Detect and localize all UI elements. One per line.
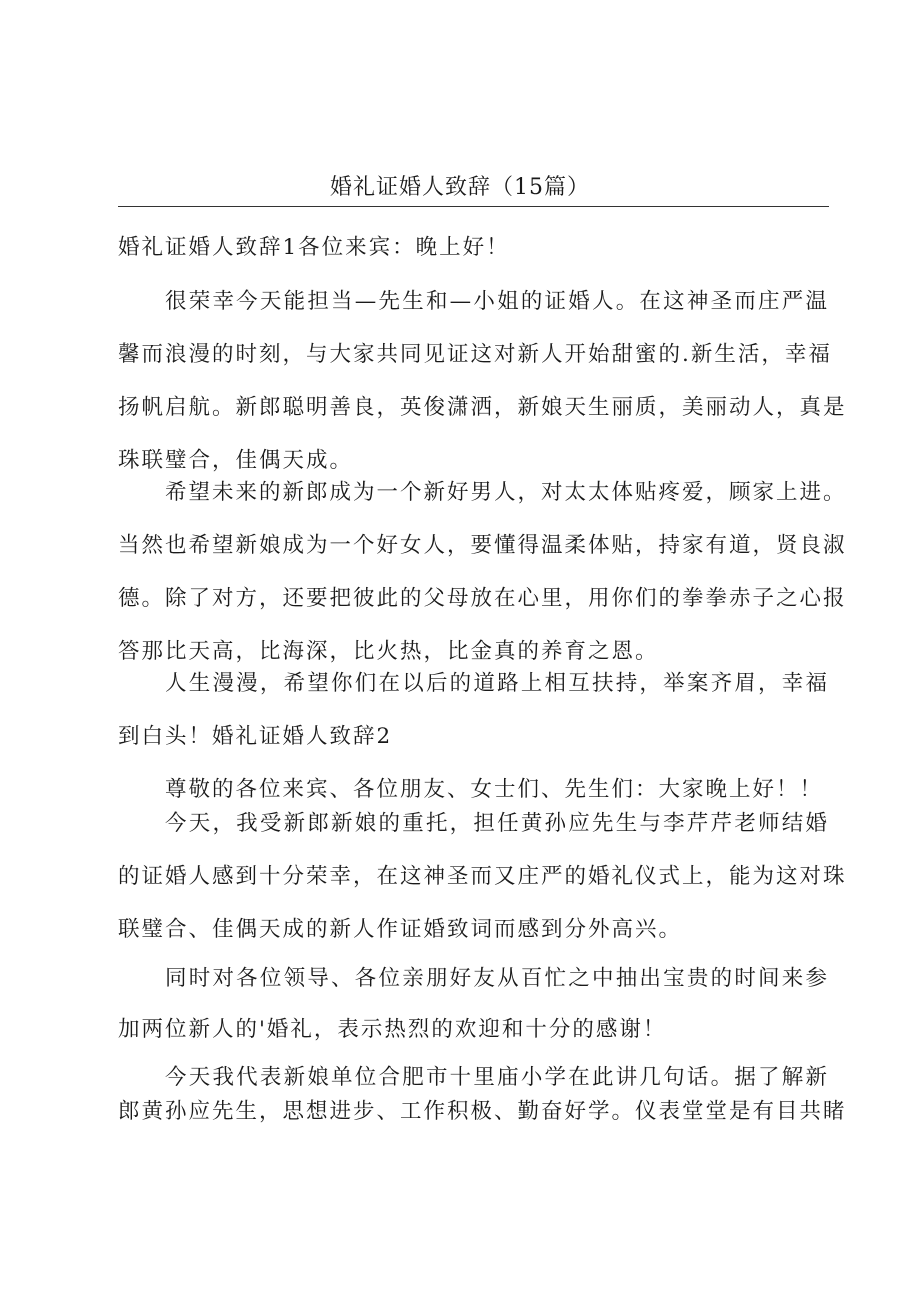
paragraph-line: 郎黄孙应先生，思想进步、工作积极、勤奋好学。仪表堂堂是有目共睹	[118, 1099, 847, 1124]
paragraph-line: 很荣幸今天能担当—先生和—小姐的证婚人。在这神圣而庄严温	[165, 289, 829, 314]
paragraph-line: 加两位新人的'婚礼，表示热烈的欢迎和十分的感谢！	[118, 1017, 667, 1042]
paragraph-line: 到白头！婚礼证婚人致辞2	[118, 724, 393, 749]
paragraph-line: 珠联璧合，佳偶天成。	[118, 448, 354, 473]
paragraph-line: 今天我代表新娘单位合肥市十里庙小学在此讲几句话。据了解新	[165, 1065, 829, 1090]
paragraph-line: 希望未来的新郎成为一个新好男人，对太太体贴疼爱，顾家上进。	[165, 480, 847, 505]
paragraph-line: 尊敬的各位来宾、各位朋友、女士们、先生们：大家晚上好！！	[165, 777, 824, 802]
paragraph-line: 扬帆启航。新郎聪明善良，英俊潇洒，新娘天生丽质，美丽动人，真是	[118, 395, 847, 420]
paragraph-line: 婚礼证婚人致辞1各位来宾：晚上好！	[118, 235, 510, 260]
paragraph-line: 今天，我受新郎新娘的重托，担任黄孙应先生与李芹芹老师结婚	[165, 811, 829, 836]
paragraph-line: 德。除了对方，还要把彼此的父母放在心里，用你们的拳拳赤子之心报	[118, 586, 847, 611]
paragraph-line: 人生漫漫，希望你们在以后的道路上相互扶持，举案齐眉，幸福	[165, 671, 829, 696]
paragraph-line: 馨而浪漫的时刻，与大家共同见证这对新人开始甜蜜的.新生活，幸福	[118, 342, 832, 367]
paragraph-line: 当然也希望新娘成为一个好女人，要懂得温柔体贴，持家有道，贤良淑	[118, 533, 847, 558]
paragraph-line: 的证婚人感到十分荣幸，在这神圣而又庄严的婚礼仪式上，能为这对珠	[118, 864, 847, 889]
title-divider	[118, 206, 829, 207]
paragraph-line: 联璧合、佳偶天成的新人作证婚致词而感到分外高兴。	[118, 917, 683, 942]
paragraph-line: 同时对各位领导、各位亲朋好友从百忙之中抽出宝贵的时间来参	[165, 966, 829, 991]
document-title: 婚礼证婚人致辞（15篇）	[330, 175, 590, 200]
paragraph-line: 答那比天高，比海深，比火热，比金真的养育之恩。	[118, 639, 659, 664]
